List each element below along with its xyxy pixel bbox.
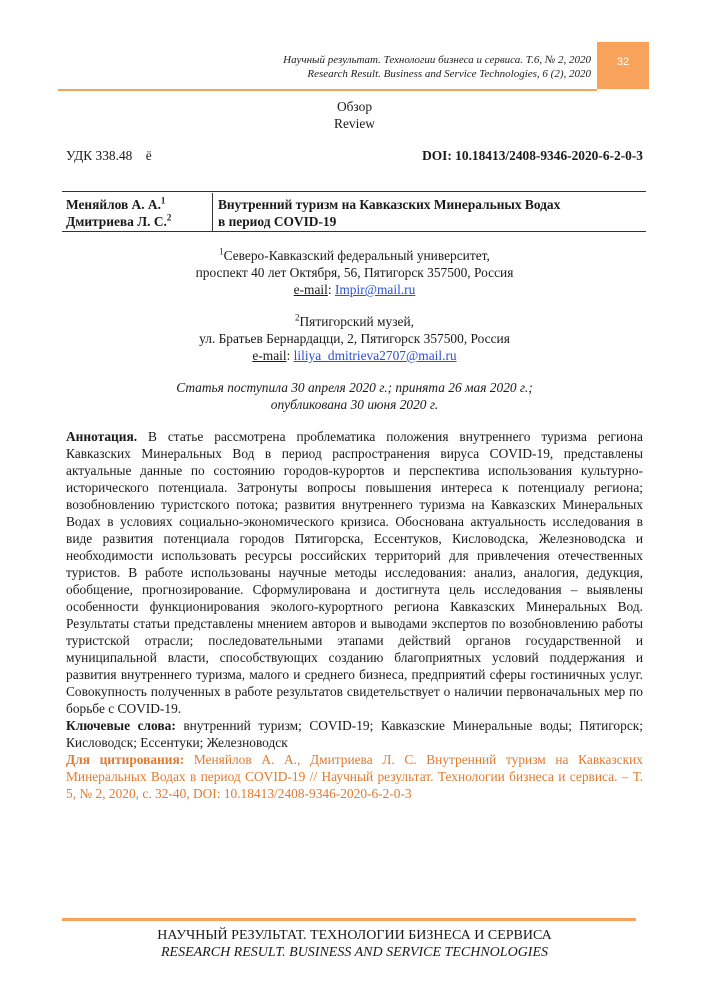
- affiliation-2-address: ул. Братьев Бернардацци, 2, Пятигорск 357500, Россия: [199, 331, 510, 346]
- abstract-block: [66, 428, 643, 802]
- doi: DOI: 10.18413/2408-9346-2020-6-2-0-3: [422, 148, 643, 163]
- abstract: Аннотация. В статье рассмотрена проблематика положения внутреннего туризма региона Кавказских Минеральных Вод в период распространения вируса COVID-19, представлены актуальные данные по состоянию городов-курортов и перспектива использования культурно-исторического потенциала. Затронуты вопросы повышения интереса к потенциалу региона; возобновлению туристского потока; развития внутреннего туризма на Кавказских Минеральных Водах в условиях социально-экономического кризиса. Обоснована актуальность исследования в виде развития потенциала городов Пятигорска, Ессентуков, Кисловодска, Железноводска и необходимости использовать ресурсы российских территорий для привлечения отечественных туристов. В работе использованы научные методы исследования: анализ, аналогия, дедукция, обобщение, прогнозирование. Сформулирована и достигнута цель исследования – выявлены особенности функционирования эколого-курортного региона Кавказских Минеральных Вод. Результаты статьи представлены мнением авторов и выводами экспертов по возобновлению работы туристской отрасли; последовательными этапами действий органов государственной и муниципальной власти, способствующих созданию благоприятных условий поддержания и развития внутреннего туризма, малого и среднего бизнеса, предприятий сферы гостиничных услуг. Совокупность полученных в работе результатов свидетельствует о наличии первоначальных мер по борьбе с COVID-19.: [66, 429, 643, 716]
- author-1: Меняйлов А. А.$^1$: [66, 195, 166, 212]
- citation: Для цитирования: Меняйлов А. А., Дмитриева Л. С. Внутренний туризм на Кавказских Минеральных Водах в период COVID-19 // Научный результат. Технологии бизнеса и сервиса. – Т. 5, № 2, 2020, с. 32-40, DOI: 10.18413/2408-9346-2020-6-2-0-3: [66, 752, 643, 801]
- keywords: Ключевые слова: внутренний туризм; COVID-19; Кавказские Минеральные воды; Пятигорск; Кисловодск; Ессентуки; Железноводск: [66, 718, 643, 750]
- journal-header-ru: Научный результат. Технологии бизнеса и сервиса. Т.6, № 2, 2020: [283, 54, 591, 66]
- footer-rule: [62, 918, 636, 921]
- affiliation-1-address: проспект 40 лет Октября, 56, Пятигорск 357500, Россия: [195, 265, 514, 280]
- page-number-badge: [597, 42, 649, 89]
- email-link-1[interactable]: Impir@mail.ru: [334, 282, 416, 297]
- footer-journal-ru: НАУЧНЫЙ РЕЗУЛЬТАТ. ТЕХНОЛОГИИ БИЗНЕСА И СЕРВИСА: [157, 928, 552, 943]
- dates-line-2: опубликована 30 июня 2020 г.: [270, 397, 439, 412]
- title-block-bottom-rule: [62, 231, 646, 232]
- author-2: Дмитриева Л. С.$^2$: [66, 212, 172, 229]
- affiliation-2-name: $^2$Пятигорский музей,: [295, 312, 414, 329]
- title-block-top-rule: [62, 191, 646, 192]
- authors: [66, 196, 171, 230]
- article-type-ru: Обзор: [336, 99, 373, 114]
- affiliation-2-email: e-mail: liliya_dmitrieva2707@mail.ru: [252, 348, 457, 363]
- email-link-2[interactable]: liliya_dmitrieva2707@mail.ru: [293, 348, 457, 363]
- affiliation-1-email: e-mail: Impir@mail.ru: [293, 282, 416, 297]
- header-rule: [58, 89, 597, 91]
- article-title: Внутренний туризм на Кавказских Минеральных Водах в период COVID-19: [218, 197, 561, 229]
- journal-header-en: Research Result. Business and Service Technologies, 6 (2), 2020: [307, 68, 591, 80]
- title-block-divider: [212, 193, 213, 231]
- footer-journal-en: RESEARCH RESULT. BUSINESS AND SERVICE TECHNOLOGIES: [160, 945, 549, 960]
- udk-code: УДК 338.48 ё: [66, 148, 152, 163]
- article-type-en: Review: [334, 116, 375, 131]
- page-number: 32: [616, 56, 630, 68]
- affiliation-1-name: $^1$Северо-Кавказский федеральный университет,: [219, 246, 490, 263]
- dates-line-1: Статья поступила 30 апреля 2020 г.; принята 26 мая 2020 г.;: [176, 380, 533, 395]
